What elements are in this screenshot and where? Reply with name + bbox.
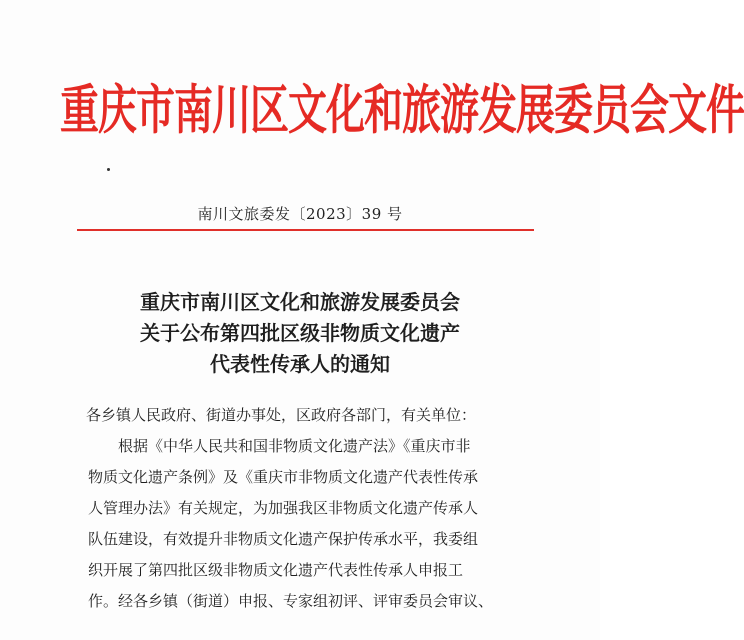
body-line: 物质文化遗产条例》及《重庆市非物质文化遗产代表性传承 <box>88 468 479 486</box>
notice-title <box>60 287 540 380</box>
scan-speck <box>107 168 110 171</box>
red-divider-line <box>77 229 534 231</box>
notice-title-line-2: 关于公布第四批区级非物质文化遗产 <box>140 321 460 345</box>
notice-title-line-3: 代表性传承人的通知 <box>210 352 390 376</box>
document-number: 南川文旅委发〔2023〕39 号 <box>197 205 403 223</box>
salutation: 各乡镇人民政府、街道办事处，区政府各部门，有关单位： <box>86 406 477 424</box>
body-line: 根据《中华人民共和国非物质文化遗产法》《重庆市非 <box>118 437 471 455</box>
body-line: 人管理办法》有关规定，为加强我区非物质文化遗产传承人 <box>88 499 479 517</box>
body-line: 织开展了第四批区级非物质文化遗产代表性传承人申报工 <box>88 561 464 579</box>
notice-title-line-1: 重庆市南川区文化和旅游发展委员会 <box>140 290 460 314</box>
body-line: 作。经各乡镇（街道）申报、专家组初评、评审委员会审议、 <box>88 592 494 610</box>
notice-body <box>88 400 548 617</box>
masthead-title: 重庆市南川区文化和旅游发展委员会文件 <box>60 79 744 142</box>
body-line: 队伍建设，有效提升非物质文化遗产保护传承水平，我委组 <box>88 530 479 548</box>
